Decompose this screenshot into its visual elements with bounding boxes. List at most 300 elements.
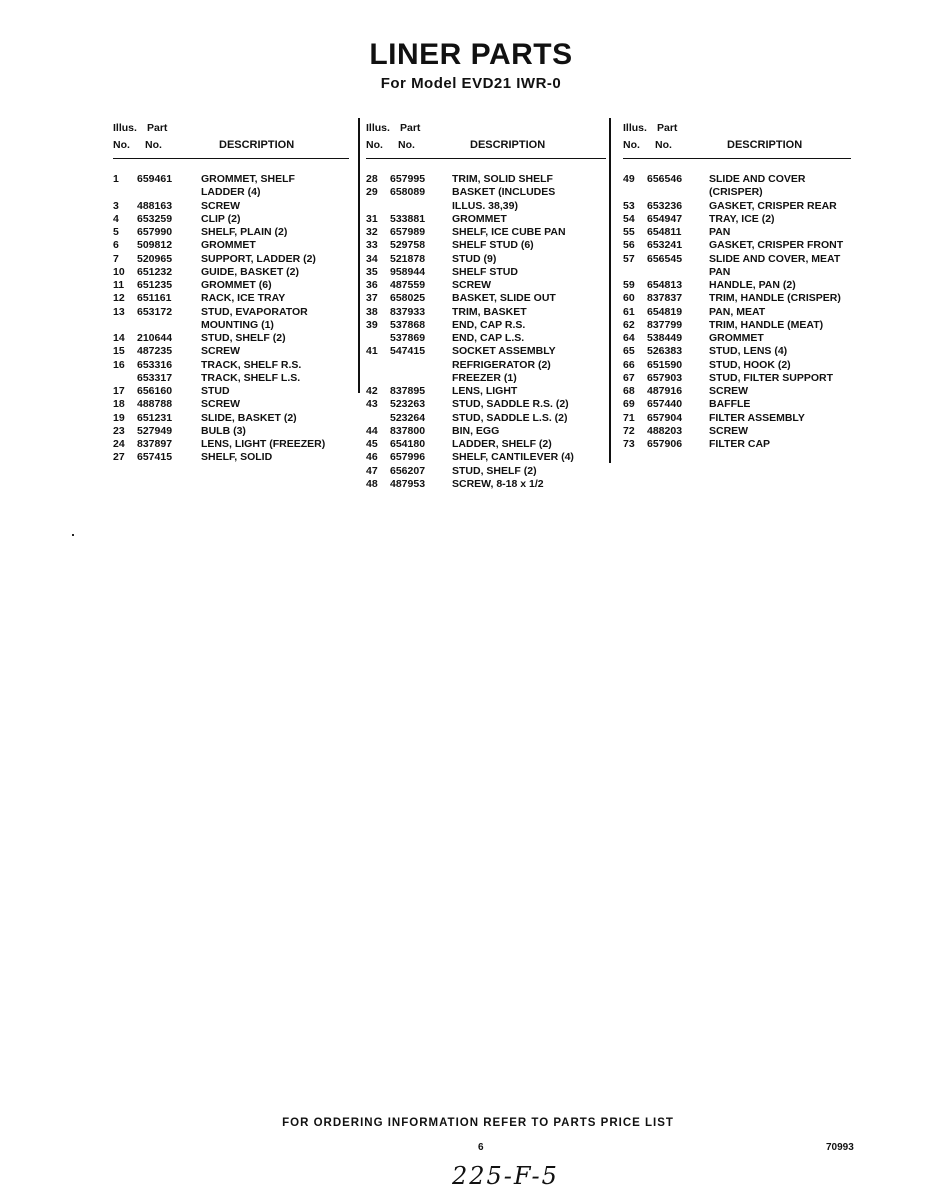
- part-number: 527949: [137, 424, 173, 437]
- illus-number: 11: [113, 279, 125, 291]
- parts-row: [113, 359, 349, 372]
- illus-number: 66: [623, 358, 635, 371]
- illus-number: 18: [113, 398, 125, 411]
- part-number: 651235: [137, 279, 173, 291]
- illus-number: 13: [113, 305, 125, 318]
- part-number: 488163: [137, 199, 173, 212]
- header-part: Part: [400, 122, 421, 134]
- illus-number: 60: [623, 292, 635, 305]
- part-description: STUD, HOOK (2): [709, 358, 791, 371]
- part-number: 654813: [647, 279, 683, 291]
- part-number: [137, 319, 201, 332]
- illus-number: 37: [366, 292, 378, 305]
- part-description: SCREW: [452, 279, 492, 291]
- illus-number: [623, 186, 647, 199]
- part-number: 487916: [647, 385, 683, 397]
- part-description: FILTER CAP: [709, 438, 771, 450]
- parts-row: [623, 306, 851, 319]
- part-description: SCREW: [201, 345, 241, 358]
- illus-number: 15: [113, 345, 125, 358]
- parts-row: [366, 226, 606, 239]
- part-description: SOCKET ASSEMBLY: [452, 345, 556, 358]
- parts-row: [113, 345, 349, 358]
- parts-row: [623, 226, 851, 239]
- part-description: STUD, SHELF (2): [201, 332, 286, 344]
- illus-number: [113, 319, 137, 332]
- header-part: Part: [657, 122, 678, 134]
- illus-number: 39: [366, 318, 378, 331]
- part-description: STUD, SADDLE R.S. (2): [452, 398, 569, 411]
- part-number: 210644: [137, 332, 173, 344]
- parts-row: [113, 398, 349, 411]
- parts-row: [623, 385, 851, 398]
- part-description: GASKET, CRISPER REAR: [709, 199, 837, 212]
- part-number: 653316: [137, 358, 173, 371]
- illus-number: 17: [113, 385, 125, 397]
- parts-row: [623, 279, 851, 292]
- part-description: SHELF, CANTILEVER (4): [452, 451, 574, 464]
- part-number: [390, 372, 452, 385]
- part-description: TRIM, HANDLE (CRISPER): [709, 292, 841, 305]
- document-code: 70993: [826, 1142, 854, 1153]
- illus-number: 41: [366, 345, 378, 358]
- parts-row: [113, 306, 349, 319]
- scan-speck: [72, 534, 74, 536]
- illus-number: [113, 186, 137, 199]
- column-header: [113, 120, 349, 159]
- illus-number: 53: [623, 199, 635, 212]
- part-number: 653236: [647, 199, 683, 212]
- part-number: 657903: [647, 371, 683, 384]
- part-description: LENS, LIGHT: [452, 385, 518, 397]
- part-description: SCREW: [709, 385, 749, 397]
- parts-row: [113, 173, 349, 186]
- part-number: 651161: [137, 292, 172, 305]
- part-description: GROMMET: [201, 239, 256, 252]
- part-description: PAN, MEAT: [709, 305, 766, 318]
- illus-number: 72: [623, 424, 635, 437]
- illus-number: 27: [113, 451, 125, 464]
- parts-row: [366, 345, 606, 358]
- part-description: LADDER (4): [201, 186, 261, 199]
- part-number: 509812: [137, 239, 173, 252]
- illus-number: 61: [623, 305, 635, 318]
- illus-number: 28: [366, 173, 378, 185]
- illus-number: 48: [366, 477, 378, 490]
- parts-row: [623, 173, 851, 186]
- parts-row: [623, 319, 851, 332]
- parts-row: [113, 266, 349, 279]
- part-number: 653259: [137, 212, 173, 225]
- page-subtitle: For Model EVD21 IWR-0: [380, 75, 562, 92]
- parts-row: [366, 451, 606, 464]
- illus-number: 16: [113, 358, 125, 371]
- parts-rows: [366, 173, 606, 491]
- parts-row: [623, 213, 851, 226]
- parts-row: [366, 306, 606, 319]
- part-description: CLIP (2): [201, 212, 241, 225]
- column-divider: [358, 118, 360, 393]
- illus-number: 62: [623, 318, 635, 331]
- parts-column-2: [366, 120, 606, 491]
- parts-row: [366, 279, 606, 292]
- illus-number: 57: [623, 252, 635, 265]
- illus-number: 36: [366, 279, 378, 291]
- header-illus-no: No.: [366, 139, 383, 151]
- illus-number: 29: [366, 186, 378, 199]
- illus-number: [366, 332, 390, 345]
- part-description: TRACK, SHELF L.S.: [201, 371, 301, 384]
- parts-row: [366, 213, 606, 226]
- part-description: TRAY, ICE (2): [709, 212, 775, 225]
- part-description: END, CAP R.S.: [452, 318, 526, 331]
- part-description: ILLUS. 38,39): [452, 199, 518, 212]
- part-description: SLIDE, BASKET (2): [201, 411, 297, 424]
- illus-number: 64: [623, 332, 635, 344]
- part-description: SHELF, ICE CUBE PAN: [452, 226, 566, 238]
- part-number: 547415: [390, 345, 426, 358]
- part-number: [390, 200, 452, 213]
- parts-row: [113, 425, 349, 438]
- parts-row: [623, 332, 851, 345]
- parts-row: [366, 319, 606, 332]
- part-number: 837933: [390, 305, 426, 318]
- illus-number: 24: [113, 438, 125, 450]
- parts-row: [623, 292, 851, 305]
- part-number: 658025: [390, 292, 426, 305]
- page-number: 6: [478, 1142, 484, 1153]
- illus-number: 10: [113, 265, 125, 278]
- part-description: SLIDE AND COVER, MEAT: [709, 252, 841, 265]
- parts-rows: [623, 173, 851, 451]
- part-number: 654819: [647, 305, 683, 318]
- part-number: 653241: [647, 239, 683, 252]
- parts-row: [113, 292, 349, 305]
- parts-row: [623, 359, 851, 372]
- illus-number: 14: [113, 332, 125, 344]
- part-description: BASKET (INCLUDES: [452, 186, 556, 199]
- part-number: 537869: [390, 332, 426, 344]
- parts-row: [623, 438, 851, 451]
- part-number: 654811: [647, 226, 682, 238]
- part-number: [647, 186, 709, 199]
- illus-number: 4: [113, 212, 119, 225]
- part-description: SCREW, 8-18 x 1/2: [452, 477, 544, 490]
- part-description: BAFFLE: [709, 398, 751, 411]
- parts-row: [623, 266, 851, 279]
- parts-row: [623, 398, 851, 411]
- illus-number: 69: [623, 398, 635, 411]
- page-title: LINER PARTS: [369, 38, 573, 71]
- illus-number: 56: [623, 239, 635, 252]
- part-number: 656207: [390, 464, 426, 477]
- part-number: 526383: [647, 345, 683, 358]
- illus-number: 7: [113, 252, 119, 265]
- part-number: 653317: [137, 371, 173, 384]
- part-number: 656545: [647, 252, 683, 265]
- parts-column-3: [623, 120, 851, 451]
- parts-row: [623, 200, 851, 213]
- part-number: 523264: [390, 411, 426, 424]
- illus-number: 49: [623, 173, 635, 185]
- part-number: 837895: [390, 385, 426, 397]
- part-number: 651232: [137, 265, 173, 278]
- part-description: SCREW: [201, 199, 241, 212]
- part-description: BASKET, SLIDE OUT: [452, 292, 556, 305]
- part-number: 654947: [647, 212, 683, 225]
- part-number: 657990: [137, 226, 173, 238]
- illus-number: 3: [113, 199, 119, 212]
- part-number: 658089: [390, 186, 426, 199]
- illus-number: 59: [623, 279, 635, 291]
- illus-number: [366, 200, 390, 213]
- part-number: 488203: [647, 424, 683, 437]
- parts-row: [366, 478, 606, 491]
- parts-row: [366, 465, 606, 478]
- parts-row: [366, 200, 606, 213]
- part-number: 487559: [390, 279, 426, 291]
- part-description: TRIM, SOLID SHELF: [452, 173, 553, 185]
- header-description: DESCRIPTION: [727, 139, 803, 151]
- illus-number: [366, 359, 390, 372]
- part-number: [390, 359, 452, 372]
- parts-row: [113, 253, 349, 266]
- part-description: GROMMET (6): [201, 279, 272, 291]
- illus-number: 23: [113, 424, 125, 437]
- part-number: 837799: [647, 318, 683, 331]
- part-number: 651590: [647, 358, 683, 371]
- part-description: TRACK, SHELF R.S.: [201, 358, 302, 371]
- header-part: Part: [147, 122, 168, 134]
- parts-row: [623, 253, 851, 266]
- part-description: GROMMET: [452, 212, 507, 225]
- parts-rows: [113, 173, 349, 465]
- parts-row: [366, 186, 606, 199]
- part-number: 837800: [390, 424, 426, 437]
- parts-row: [366, 239, 606, 252]
- part-description: FILTER ASSEMBLY: [709, 411, 805, 424]
- handwritten-note: 225-F-5: [452, 1162, 559, 1190]
- parts-row: [113, 213, 349, 226]
- part-number: 657996: [390, 451, 426, 464]
- illus-number: 38: [366, 305, 378, 318]
- part-description: PAN: [709, 265, 731, 278]
- parts-column-1: [113, 120, 349, 465]
- illus-number: 34: [366, 252, 378, 265]
- parts-row: [113, 226, 349, 239]
- illus-number: 5: [113, 226, 119, 238]
- part-number: 656546: [647, 173, 683, 185]
- header-description: DESCRIPTION: [219, 139, 295, 151]
- illus-number: 45: [366, 438, 378, 450]
- part-description: STUD, SHELF (2): [452, 464, 537, 477]
- parts-row: [623, 372, 851, 385]
- part-number: 657904: [647, 411, 683, 424]
- illus-number: 12: [113, 292, 125, 305]
- part-number: 837837: [647, 292, 683, 305]
- parts-row: [366, 385, 606, 398]
- part-description: STUD, EVAPORATOR: [201, 305, 308, 318]
- illus-number: 44: [366, 424, 378, 437]
- illus-number: 35: [366, 265, 378, 278]
- part-description: STUD, FILTER SUPPORT: [709, 371, 834, 384]
- parts-row: [366, 266, 606, 279]
- part-number: 487235: [137, 345, 173, 358]
- column-header: [366, 120, 606, 159]
- parts-row: [113, 279, 349, 292]
- part-number: 653172: [137, 305, 173, 318]
- parts-row: [366, 332, 606, 345]
- parts-row: [623, 425, 851, 438]
- header-description: DESCRIPTION: [470, 139, 546, 151]
- part-number: 488788: [137, 398, 173, 411]
- part-description: SHELF STUD (6): [452, 239, 534, 252]
- part-description: STUD, LENS (4): [709, 345, 788, 358]
- part-description: STUD, SADDLE L.S. (2): [452, 411, 568, 424]
- part-number: [137, 186, 201, 199]
- part-number: 651231: [137, 411, 173, 424]
- part-description: SLIDE AND COVER: [709, 173, 806, 185]
- part-description: LENS, LIGHT (FREEZER): [201, 438, 326, 450]
- part-description: (CRISPER): [709, 186, 763, 199]
- parts-row: [366, 359, 606, 372]
- part-number: 837897: [137, 438, 173, 450]
- part-number: 654180: [390, 438, 426, 450]
- parts-row: [366, 372, 606, 385]
- illus-number: [366, 372, 390, 385]
- parts-row: [113, 385, 349, 398]
- header-part-no: No.: [145, 139, 162, 151]
- illus-number: 33: [366, 239, 378, 252]
- part-number: [647, 266, 709, 279]
- illus-number: 32: [366, 226, 378, 238]
- part-description: TRIM, BASKET: [452, 305, 527, 318]
- parts-row: [113, 239, 349, 252]
- parts-row: [113, 451, 349, 464]
- header-part-no: No.: [655, 139, 672, 151]
- part-number: 521878: [390, 252, 426, 265]
- part-number: 529758: [390, 239, 426, 252]
- illus-number: [623, 266, 647, 279]
- parts-row: [113, 438, 349, 451]
- part-description: STUD (9): [452, 252, 497, 265]
- ordering-footer: FOR ORDERING INFORMATION REFER TO PARTS PRICE LIST: [282, 1117, 674, 1129]
- header-part-no: No.: [398, 139, 415, 151]
- parts-row: [366, 253, 606, 266]
- parts-row: [623, 345, 851, 358]
- illus-number: [366, 412, 390, 425]
- illus-number: 31: [366, 212, 378, 225]
- illus-number: 46: [366, 451, 378, 464]
- parts-row: [113, 372, 349, 385]
- part-number: 657440: [647, 398, 683, 411]
- part-description: GROMMET, SHELF: [201, 173, 295, 185]
- part-number: 656160: [137, 385, 173, 397]
- part-description: GASKET, CRISPER FRONT: [709, 239, 844, 252]
- part-description: SCREW: [709, 424, 749, 437]
- illus-number: 6: [113, 239, 119, 252]
- part-description: SHELF, PLAIN (2): [201, 226, 288, 238]
- part-description: FREEZER (1): [452, 371, 517, 384]
- parts-row: [366, 173, 606, 186]
- header-illus: Illus.: [366, 122, 390, 134]
- part-number: 523263: [390, 398, 426, 411]
- part-number: 520965: [137, 252, 173, 265]
- part-description: SUPPORT, LADDER (2): [201, 252, 316, 265]
- header-illus-no: No.: [623, 139, 640, 151]
- parts-row: [366, 438, 606, 451]
- part-description: GROMMET: [709, 332, 764, 344]
- illus-number: 65: [623, 345, 635, 358]
- part-description: LADDER, SHELF (2): [452, 438, 552, 450]
- illus-number: 43: [366, 398, 378, 411]
- part-number: 657415: [137, 451, 173, 464]
- part-description: BIN, EGG: [452, 424, 500, 437]
- parts-row: [366, 292, 606, 305]
- illus-number: [113, 372, 137, 385]
- header-illus: Illus.: [623, 122, 647, 134]
- part-description: RACK, ICE TRAY: [201, 292, 286, 305]
- illus-number: 71: [623, 411, 635, 424]
- parts-row: [113, 186, 349, 199]
- part-number: 538449: [647, 332, 683, 344]
- part-description: GUIDE, BASKET (2): [201, 265, 300, 278]
- parts-row: [366, 398, 606, 411]
- parts-row: [113, 200, 349, 213]
- parts-row: [623, 412, 851, 425]
- part-description: MOUNTING (1): [201, 318, 274, 331]
- column-header: [623, 120, 851, 159]
- part-number: 657989: [390, 226, 426, 238]
- parts-row: [113, 332, 349, 345]
- header-illus-no: No.: [113, 139, 130, 151]
- part-description: BULB (3): [201, 424, 246, 437]
- part-description: TRIM, HANDLE (MEAT): [709, 318, 824, 331]
- part-description: PAN: [709, 226, 731, 238]
- header-illus: Illus.: [113, 122, 137, 134]
- parts-row: [366, 412, 606, 425]
- illus-number: 67: [623, 371, 635, 384]
- column-divider: [609, 118, 611, 463]
- parts-row: [113, 319, 349, 332]
- illus-number: 19: [113, 411, 125, 424]
- part-description: STUD: [201, 385, 230, 397]
- part-number: 657906: [647, 438, 683, 450]
- illus-number: 73: [623, 438, 635, 450]
- part-number: 533881: [390, 212, 426, 225]
- illus-number: 54: [623, 212, 635, 225]
- part-number: 657995: [390, 173, 426, 185]
- parts-row: [366, 425, 606, 438]
- part-description: HANDLE, PAN (2): [709, 279, 796, 291]
- parts-row: [623, 186, 851, 199]
- part-number: 537868: [390, 318, 426, 331]
- parts-row: [113, 412, 349, 425]
- part-number: 487953: [390, 477, 426, 490]
- part-description: SHELF STUD: [452, 265, 518, 278]
- illus-number: 47: [366, 464, 378, 477]
- illus-number: 1: [113, 173, 119, 185]
- parts-row: [623, 239, 851, 252]
- illus-number: 68: [623, 385, 635, 397]
- part-description: REFRIGERATOR (2): [452, 358, 551, 371]
- illus-number: 42: [366, 385, 378, 397]
- part-number: 659461: [137, 173, 173, 185]
- part-description: SHELF, SOLID: [201, 451, 273, 464]
- part-description: END, CAP L.S.: [452, 332, 525, 344]
- part-description: SCREW: [201, 398, 241, 411]
- illus-number: 55: [623, 226, 635, 238]
